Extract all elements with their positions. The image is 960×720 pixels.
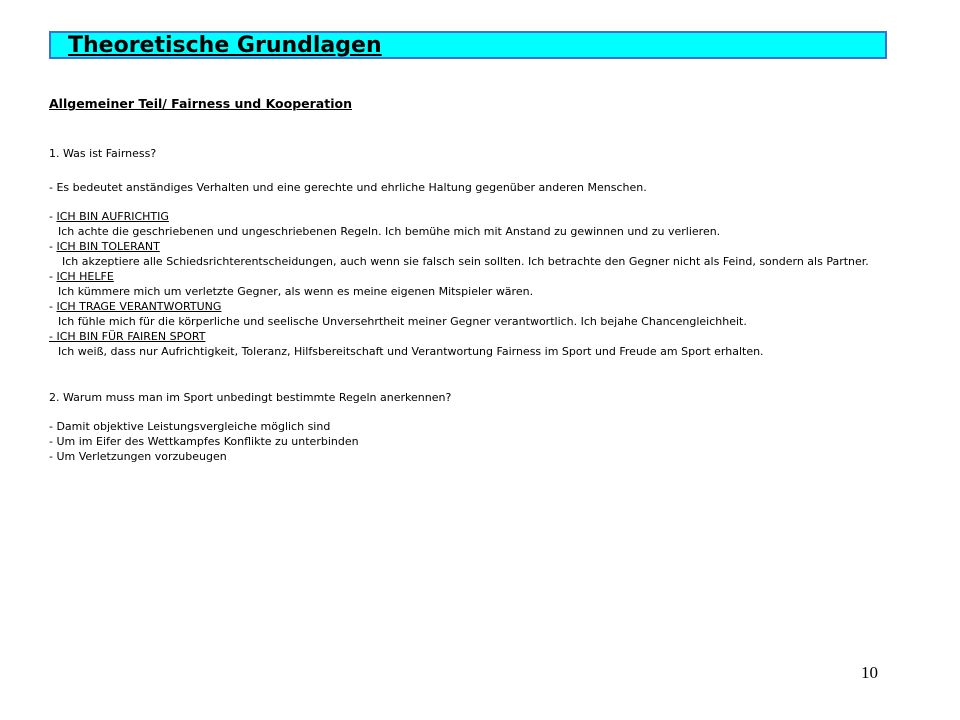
answer-item: - Um Verletzungen vorzubeugen: [49, 450, 227, 463]
item-dash: -: [49, 240, 57, 253]
item-heading-line: [49, 269, 879, 284]
item-text: Ich weiß, dass nur Aufrichtigkeit, Toleranz, Hilfsbereitschaft und Verantwortung Fairness im Sport und Freude am Sport erhalten.: [58, 345, 764, 358]
page-number: 10: [861, 663, 878, 682]
item-heading: ICH BIN AUFRICHTIG: [56, 210, 169, 223]
fairness-item: [49, 299, 879, 329]
item-heading: ICH HELFE: [56, 270, 114, 283]
item-heading: ICH BIN TOLERANT: [56, 240, 160, 253]
section-subtitle: Allgemeiner Teil/ Fairness und Kooperation: [49, 96, 352, 111]
item-text: Ich akzeptiere alle Schiedsrichterentscheidungen, auch wenn sie falsch sein sollten. Ich betrachte den Gegner nicht als Feind, sondern als Partner.: [62, 255, 869, 268]
question-1: 1. Was ist Fairness?: [49, 147, 157, 160]
fairness-item: [49, 329, 879, 359]
title-banner: [49, 31, 887, 59]
item-heading: ICH BIN FÜR FAIREN SPORT: [56, 330, 206, 343]
item-heading-line: [49, 239, 879, 254]
page-title: Theoretische Grundlagen: [68, 33, 382, 58]
item-heading-line: [49, 329, 879, 344]
item-heading: ICH TRAGE VERANTWORTUNG: [56, 300, 222, 313]
document-body: [49, 96, 879, 464]
fairness-item: [49, 269, 879, 299]
item-dash: -: [49, 330, 57, 343]
fairness-item: [49, 209, 879, 239]
fairness-item: [49, 239, 879, 269]
item-dash: -: [49, 300, 57, 313]
item-text: Ich kümmere mich um verletzte Gegner, als wenn es meine eigenen Mitspieler wären.: [58, 285, 534, 298]
item-dash: -: [49, 270, 57, 283]
item-heading-line: [49, 209, 879, 224]
answer-item: - Damit objektive Leistungsvergleiche möglich sind: [49, 420, 331, 433]
item-dash: -: [49, 210, 57, 223]
fairness-definition: - Es bedeutet anständiges Verhalten und eine gerechte und ehrliche Haltung gegenüber anderen Menschen.: [49, 181, 647, 194]
item-heading-line: [49, 299, 879, 314]
item-text: Ich achte die geschriebenen und ungeschriebenen Regeln. Ich bemühe mich mit Anstand zu gewinnen und zu verlieren.: [58, 225, 721, 238]
item-text: Ich fühle mich für die körperliche und seelische Unversehrtheit meiner Gegner verantwortlich. Ich bejahe Chancengleichheit.: [58, 315, 747, 328]
question-2: 2. Warum muss man im Sport unbedingt bestimmte Regeln anerkennen?: [49, 391, 452, 404]
answer-item: - Um im Eifer des Wettkampfes Konflikte zu unterbinden: [49, 435, 359, 448]
